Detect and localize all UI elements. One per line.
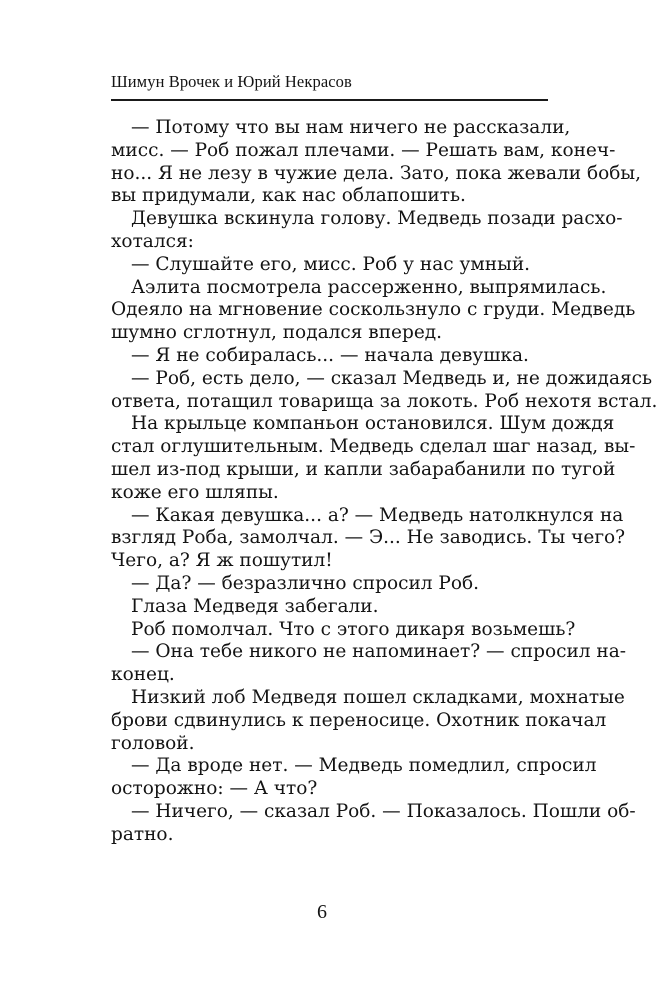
text-line: вы придумали, как нас облапошить.: [111, 185, 466, 207]
text-line: Глаза Медведя забегали.: [131, 595, 379, 617]
text-line: но... Я не лезу в чужие дела. Зато, пока жевали бобы,: [111, 162, 642, 184]
text-line: шумно сглотнул, подался вперед.: [111, 322, 443, 344]
text-line: ответа, потащил товарища за локоть. Роб нехотя встал.: [111, 390, 657, 412]
text-line: Одеяло на мгновение соскользнуло с груди. Медведь: [111, 299, 636, 321]
text-line: — Ничего, — сказал Роб. — Показалось. Пошли об-: [131, 800, 636, 822]
header-rule: [111, 99, 548, 101]
text-line: — Она тебе никого не напоминает? — спросил на-: [131, 641, 627, 663]
text-line: — Слушайте его, мисс. Роб у нас умный.: [131, 253, 531, 275]
text-line: — Да вроде нет. — Медведь помедлил, спросил: [131, 755, 597, 777]
text-line: брови сдвинулись к переносице. Охотник покачал: [111, 709, 607, 731]
text-line: ратно.: [111, 823, 174, 845]
text-line: шел из-под крыши, и капли забарабанили по тугой: [111, 458, 616, 480]
text-line: головой.: [111, 732, 195, 754]
text-line: — Я не собиралась... — начала девушка.: [131, 344, 529, 366]
text-line: хотался:: [111, 230, 194, 252]
text-line: На крыльце компаньон остановился. Шум дождя: [131, 413, 615, 435]
text-line: Аэлита посмотрела рассерженно, выпрямилась.: [131, 276, 607, 298]
text-line: — Да? — безразлично спросил Роб.: [131, 572, 480, 594]
text-line: — Потому что вы нам ничего не рассказали,: [131, 117, 571, 138]
text-line: мисс. — Роб пожал плечами. — Решать вам, конеч-: [111, 139, 616, 161]
text-line: коже его шляпы.: [111, 481, 279, 503]
running-header: Шимун Врочек и Юрий Некрасов: [111, 72, 352, 91]
text-line: Девушка вскинула голову. Медведь позади расхо-: [131, 208, 623, 230]
text-line: — Какая девушка... а? — Медведь натолкнулся на: [131, 504, 624, 526]
body-text: [111, 117, 657, 847]
page-number: 6: [317, 901, 327, 923]
text-line: Низкий лоб Медведя пошел складками, мохнатые: [131, 686, 625, 708]
text-line: Роб помолчал. Что с этого дикаря возьмешь?: [131, 618, 576, 640]
text-line: — Роб, есть дело, — сказал Медведь и, не дожидаясь: [131, 367, 653, 389]
text-line: Чего, а? Я ж пошутил!: [111, 550, 333, 572]
text-line: взгляд Роба, замолчал. — Э... Не заводись. Ты чего?: [111, 527, 626, 549]
text-line: осторожно: — А что?: [111, 778, 318, 800]
text-line: конец.: [111, 664, 175, 686]
text-line: стал оглушительным. Медведь сделал шаг назад, вы-: [111, 436, 636, 458]
